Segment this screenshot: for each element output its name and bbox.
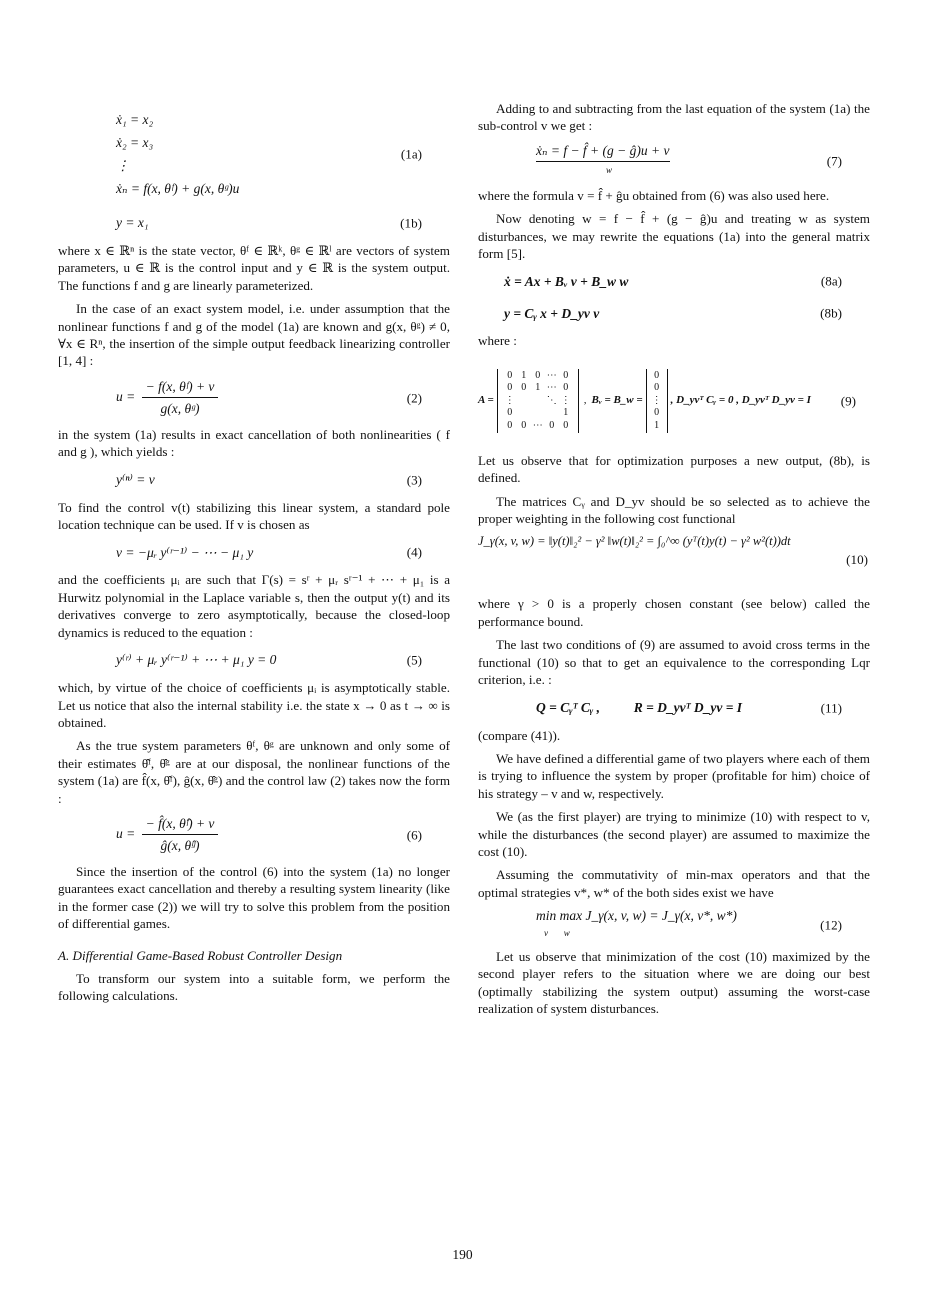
paragraph: We have defined a differential game of two players where each of them is trying to influence the system by proper (profitable for him) choice of his strategy – v and w, respectively. [478,750,870,801]
equation-body: min max J_γ(x, v, w) = J_γ(x, v*, w*) [536,908,737,924]
equation-number: (11) [820,699,842,715]
equation-4 [58,539,450,565]
paragraph: in the system (1a) results in exact cancellation of both nonlinearities ( f and g ), which yields : [58,426,450,460]
equation-lhs: u = [116,826,136,842]
equation-number: (1b) [400,215,422,231]
equation-math: y⁽ⁿ⁾ = v [116,471,155,487]
fraction-numerator: − f̂(x, θ̂ᶠ) + v [142,815,219,835]
matrix-cell: 0 [563,382,569,394]
fraction [142,815,219,855]
equation-number: (4) [406,544,422,560]
equation-1a-line: ẋₙ = f(x, θᶠ) + g(x, θᵍ)u [116,181,240,196]
equation-math: A = 0 1 0 ⋯ 0 0 0 1 ⋯ 0 ⋮ ⋱ ⋮ 0 1 0 0 ⋯ 0 0 , Bᵥ = B_w = 0 0 ⋮ 0 1 , D_yvᵀ Cᵧ = 0 , D_yvᵀ D_yv = I [478,369,811,434]
matrix-cell: ⋮ [651,394,662,406]
section-heading: A. Differential Game-Based Robust Controller Design [58,947,343,963]
equation-7 [478,141,870,181]
equation-math: v = −μᵣ y⁽ʳ⁻¹⁾ − ⋯ − μ₁ y [116,544,254,560]
equation-1b [58,210,450,236]
equation-12 [478,907,870,942]
equation-3 [58,467,450,493]
matrix-cell: ⋯ [532,419,543,431]
matrix-cell: 0 [549,419,555,431]
equation-11 [478,695,870,721]
equation-math: J_γ(x, v, w) = ‖y(t)‖₂² − γ² ‖w(t)‖₂² = ∫₀^∞ (yᵀ(t)y(t) − γ² w²(t))dt [478,534,791,549]
matrix-cell: 0 [521,382,527,394]
equation-math: Q = Cᵧᵀ Cᵧ , R = D_yvᵀ D_yv = I [536,699,743,715]
fraction [142,378,219,418]
equation-math: y⁽ʳ⁾ + μᵣ y⁽ʳ⁻¹⁾ + ⋯ + μ₁ y = 0 [116,652,277,668]
equation-body: ẋₙ = f − f̂ + (g − ĝ)u + v [536,142,670,161]
equation-math [478,907,737,942]
paragraph: The last two conditions of (9) are assumed to avoid cross terms in the functional (10) so that to get an equivalence to the corresponding Lqr criterion, i.e. : [478,637,870,688]
paragraph: Now denoting w = f − f̂ + (g − ĝ)u and treating w as system disturbances, we may rewrite the equations (1a) into the general matrix form [5]. [478,211,870,262]
matrix-cell: 0 [654,369,660,381]
equation-number: (5) [406,652,422,668]
matrix-B [646,369,668,434]
paragraph: In the case of an exact system model, i.e. under assumption that the nonlinear functions f and g of the model (1a) are known and g(x, θᵍ) ≠ 0, ∀x ∈ Rⁿ, the insertion of the simple output feedback linearizing controller [1, 4] : [58,301,450,369]
right-column [478,100,870,1024]
equation-6 [58,813,450,857]
equation-number: (1a) [400,146,422,162]
paragraph: which, by virtue of the choice of coefficients μᵢ is asymptotically stable. Let us notice that also the internal stability i.e. the state x → 0 as t → ∞ is obtained. [58,680,450,730]
page-number: 190 [452,1247,473,1262]
fraction-denominator: ĝ(x, θ̂ᵍ) [160,838,200,854]
matrix-A [497,369,579,434]
matrix-cell [517,407,531,420]
equation-math [58,815,221,855]
equation-math: y = Cᵧ x + D_yv v [504,305,600,321]
matrix-conditions: , D_yvᵀ Cᵧ = 0 , D_yvᵀ D_yv = I [670,394,811,407]
matrix-cell: 0 [654,382,660,394]
matrix-cell: ⋱ [546,394,557,406]
fraction-denominator: g(x, θᵍ) [160,401,200,417]
fraction-numerator: − f(x, θᶠ) + v [142,378,219,398]
equation-5 [58,647,450,673]
paragraph: Assuming the commutativity of min-max operators and that the optimal strategies v*, w* of the both sides exist we have [478,867,870,900]
matrix-cell: ⋯ [546,369,557,381]
equation-8b [478,300,870,326]
equation-1a-line: ẋ₂ = x₃ [116,135,154,150]
equation-math [58,378,221,418]
equation-subscripts: v w [544,927,570,938]
equation-1a-line: ⋮ [116,158,130,173]
matrix-cell [545,407,559,420]
equation-math [478,142,670,179]
equation-8a [478,268,870,294]
paragraph: (compare (41)). [478,727,561,743]
paragraph: and the coefficients μᵢ are such that Γ(s) = sʳ + μᵣ sʳ⁻¹ + ⋯ + μ₁ is a Hurwitz polynomial in the Laplace variable s, then the output y(t) and its derivatives converge to zero asymptotically, because the closed-loop dynamics is reduced to the equation : [58,572,450,640]
matrix-cell [531,395,545,408]
equation-math: ẋ = Ax + Bᵥ v + B_w w [504,273,629,289]
paragraph: To find the control v(t) stabilizing this linear system, a standard pole location technique can be used. If v is chosen as [58,499,450,533]
equation-1a [58,104,450,204]
paragraph: Since the insertion of the control (6) into the system (1a) no longer guarantees exact cancellation and thereby a resulting system linearity (like in the former case (2)) we will try to solve this problem from the position of differential games. [58,863,450,932]
matrix-cell: 0 [507,407,513,419]
equation-number: (3) [406,471,422,487]
matrix-cell [517,395,531,408]
equation-1a-line: ẋ₁ = x₂ [116,112,154,127]
equation-math: y = x₁ [116,215,149,231]
paragraph: To transform our system into a suitable form, we perform the following calculations. [58,970,450,1004]
paragraph: where γ > 0 is a properly chosen constant (see below) called the performance bound. [478,596,870,629]
equation-number: (10) [846,551,868,567]
equation-number: (12) [820,916,842,932]
equation-number: (6) [406,827,422,843]
paragraph: Let us observe that for optimization purposes a new output, (8b), is defined. [478,452,870,486]
equation-number: (8a) [820,273,842,289]
matrix-cell: 0 [654,407,660,419]
equation-number: (2) [406,390,422,406]
equation-lhs: u = [116,388,136,404]
equation-number: (9) [840,393,856,409]
matrix-cell: 1 [535,382,541,394]
matrix-cell: 0 [563,369,569,381]
matrix-cell: 0 [507,369,513,381]
equation-number: (8b) [820,305,842,321]
equation-9 [478,356,870,446]
matrix-cell: 0 [563,419,569,431]
equation-10 [478,533,870,589]
matrix-cell: 1 [654,419,660,431]
matrix-B-label: Bᵥ = B_w = [591,394,643,407]
matrix-cell: ⋮ [560,394,571,406]
matrix-cell: 1 [563,407,569,419]
where-label: where : [478,333,517,349]
paragraph: We (as the first player) are trying to minimize (10) with respect to v, while the disturbances (the second player) are assumed to maximize the cost (10). [478,809,870,859]
matrix-cell: 0 [521,419,527,431]
matrix-cell: ⋯ [546,382,557,394]
paragraph: Let us observe that minimization of the cost (10) maximized by the second player refers to the situation where we are doing our best (optimally stabilizing the system output) assuming the worst-case realization of system disturbances. [478,948,870,1017]
equation-1a-lines [58,108,239,200]
matrix-cell [531,407,545,420]
matrix-cell: 0 [507,419,513,431]
paragraph: Adding to and subtracting from the last equation of the system (1a) the sub-control v we get : [478,101,870,134]
left-column [58,100,450,1011]
paragraph: As the true system parameters θᶠ, θᵍ are unknown and only some of their estimates θ̂ᶠ, θ̂ᵍ are at our disposal, the nonlinear functions of the system (1a) are f̂(x, θ̂ᶠ), ĝ(x, θ̂ᵍ) and the control law (2) takes now the form : [58,738,450,806]
matrix-cell: ⋮ [504,394,515,406]
equation-number: (7) [826,153,842,169]
brace-label: w [606,164,613,175]
paragraph: The matrices Cᵧ and D_yv should be so selected as to achieve the proper weighting in the following cost functional [478,493,870,527]
matrix-cell: 0 [507,382,513,394]
matrix-cell: 1 [521,369,527,381]
paragraph: where x ∈ ℝⁿ is the state vector, θᶠ ∈ ℝᵏ, θᵍ ∈ ℝˡ are vectors of system parameters, u ∈ ℝ is the control input and y ∈ ℝ is the system output. The functions f and g are linearly parameterized. [58,243,450,293]
matrix-A-label: A = [478,394,494,407]
matrix-cell: 0 [535,369,541,381]
equation-2 [58,376,450,420]
paragraph: where the formula v = f̂ + ĝu obtained from (6) was also used here. [478,187,830,203]
